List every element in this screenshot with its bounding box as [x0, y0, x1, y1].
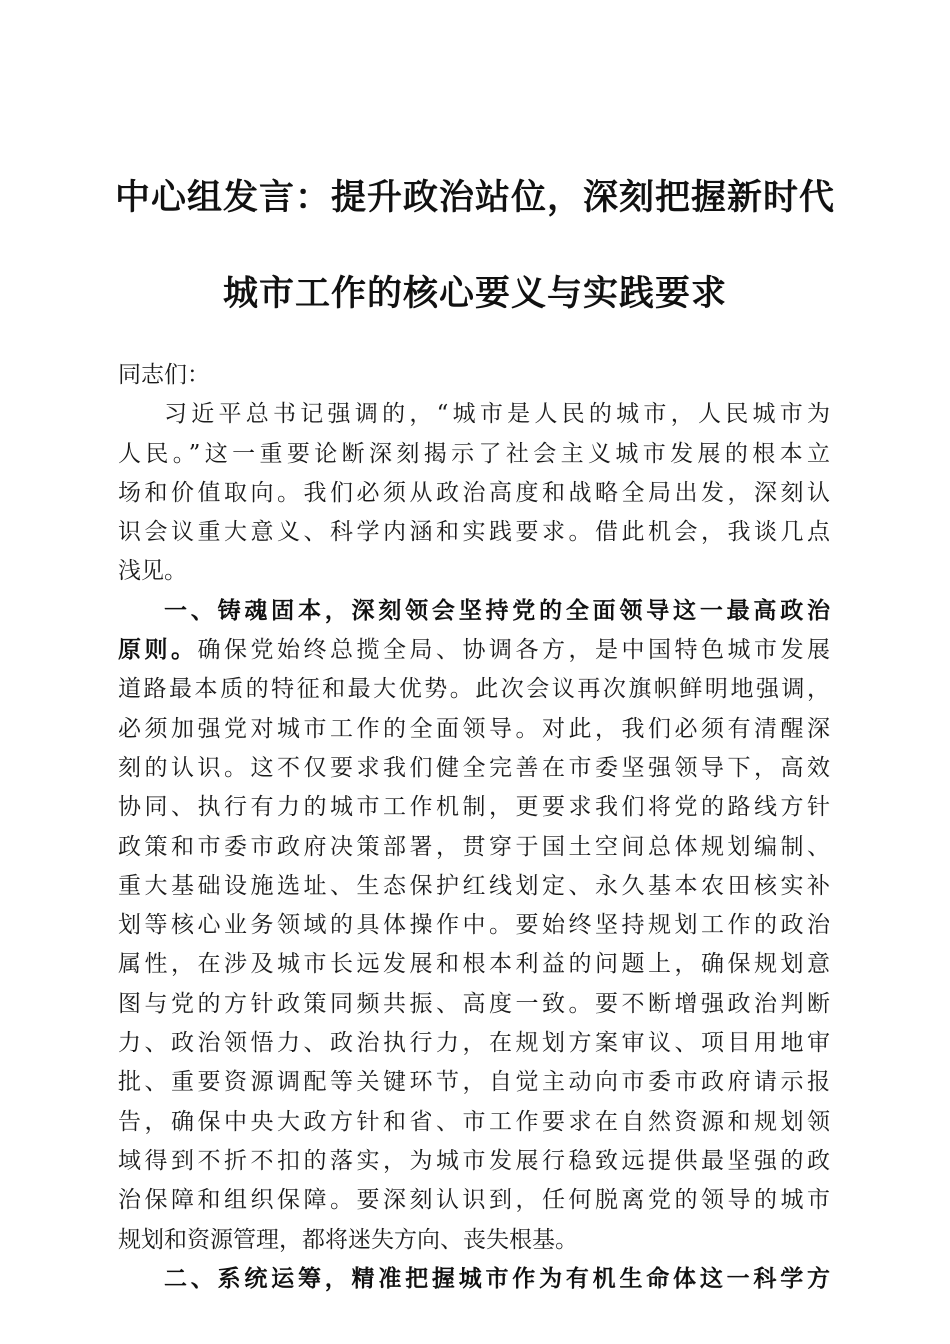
document-title-line-2: 城市工作的核心要义与实践要求 — [222, 274, 727, 314]
section-1-heading: 一、铸魂固本，深刻领会坚持党的全面领导这一最高政治 — [164, 597, 830, 624]
document-title-line-1: 中心组发言：提升政治站位，深刻把握新时代 — [114, 178, 835, 218]
section-1-line: 划等核心业务领域的具体操作中。要始终坚持规划工作的政治 — [118, 912, 830, 939]
section-1-line: 批、重要资源调配等关键环节，自觉主动向市委市政府请示报 — [118, 1069, 830, 1096]
section-1-line — [118, 631, 830, 670]
intro-line: 人民。”这一重要论断深刻揭示了社会主义城市发展的根本立 — [118, 440, 830, 467]
intro-line: 习近平总书记强调的，“城市是人民的城市，人民城市为 — [164, 401, 830, 428]
section-1-line: 治保障和组织保障。要深刻认识到，任何脱离党的领导的城市 — [118, 1187, 830, 1214]
section-1-line: 力、政治领悟力、政治执行力，在规划方案审议、项目用地审 — [118, 1030, 830, 1057]
section-1-line: 规划和资源管理，都将迷失方向、丧失根基。 — [118, 1226, 578, 1253]
section-1-heading-end: 原则。 — [118, 637, 198, 664]
section-1-line: 域得到不折不扣的落实，为城市发展行稳致远提供最坚强的政 — [118, 1147, 830, 1174]
section-1-line: 道路最本质的特征和最大优势。此次会议再次旗帜鲜明地强调， — [118, 676, 830, 703]
section-1-line: 重大基础设施选址、生态保护红线划定、永久基本农田核实补 — [118, 872, 830, 899]
section-1-line: 告，确保中央大政方针和省、市工作要求在自然资源和规划领 — [118, 1108, 830, 1135]
section-2-heading: 二、系统运筹，精准把握城市作为有机生命体这一科学方 — [164, 1265, 830, 1292]
section-1-line: 图与党的方针政策同频共振、高度一致。要不断增强政治判断 — [118, 990, 830, 1017]
section-1-line: 必须加强党对城市工作的全面领导。对此，我们必须有清醒深 — [118, 715, 830, 742]
section-1-line: 刻的认识。这不仅要求我们健全完善在市委坚强领导下，高效 — [118, 754, 830, 781]
document-body — [118, 356, 830, 1299]
intro-line: 识会议重大意义、科学内涵和实践要求。借此机会，我谈几点 — [118, 519, 830, 546]
section-1-line: 协同、执行有力的城市工作机制，更要求我们将党的路线方针 — [118, 794, 830, 821]
intro-line: 浅见。 — [118, 558, 187, 585]
section-1-line: 政策和市委市政府决策部署，贯穿于国土空间总体规划编制、 — [118, 833, 830, 860]
section-1-line-text: 确保党始终总揽全局、协调各方，是中国特色城市发展 — [197, 637, 830, 664]
section-1-line: 属性，在涉及城市长远发展和根本利益的问题上，确保规划意 — [118, 951, 830, 978]
salutation: 同志们： — [118, 362, 210, 388]
intro-line: 场和价值取向。我们必须从政治高度和战略全局出发，深刻认 — [118, 479, 830, 506]
